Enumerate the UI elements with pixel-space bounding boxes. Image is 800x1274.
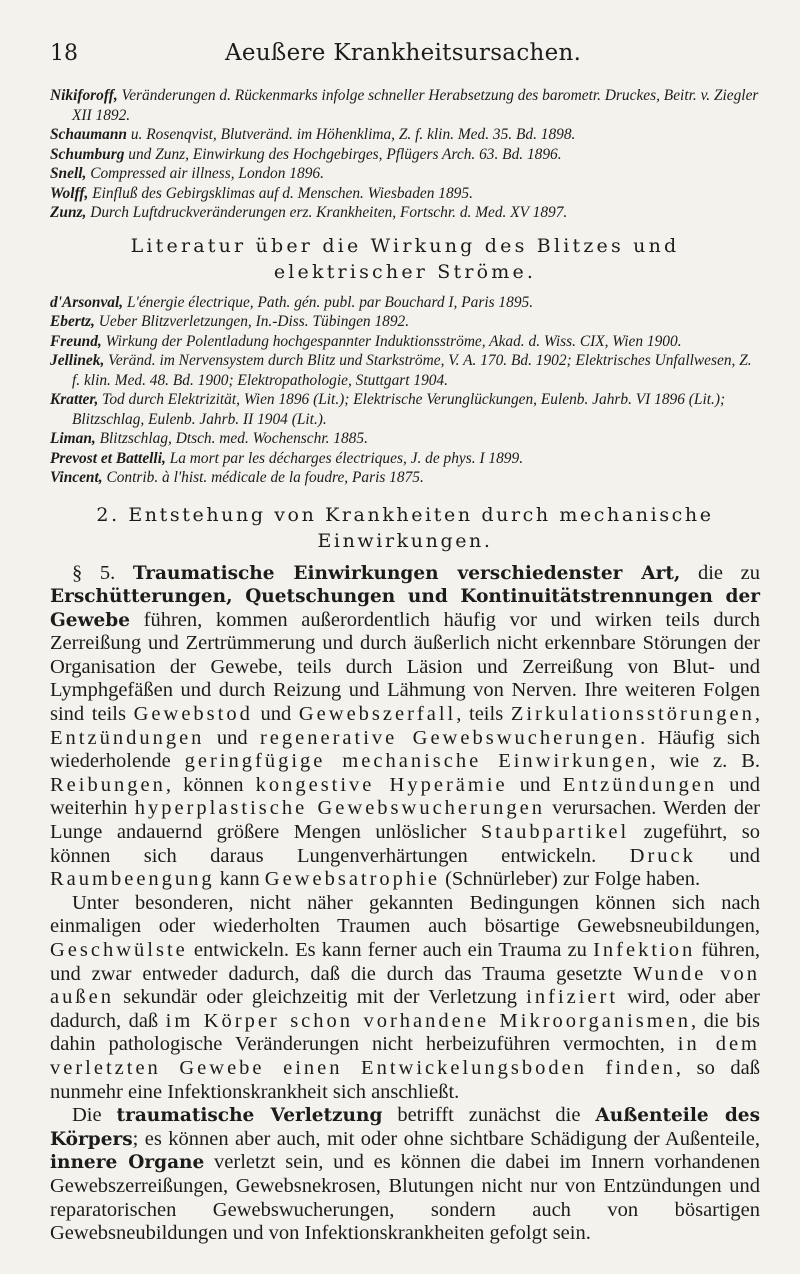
literature-heading: Literatur über die Wirkung des Blitzes und elektrischer Ströme.	[130, 234, 680, 283]
reference-entry: Prevost et Battelli, La mort par les décharges électriques, J. de phys. I 1899.	[50, 449, 524, 467]
reference-entry: Liman, Blitzschlag, Dtsch. med. Wochenschr. 1885.	[50, 430, 368, 447]
reference-entry: d'Arsonval, L'énergie électrique, Path. gén. publ. par Bouchard I, Paris 1895.	[50, 293, 534, 311]
running-title: Aeußere Krankheitsursachen.	[225, 40, 582, 66]
reference-entry: Schaumann u. Rosenqvist, Blutveränd. im Höhenklima, Z. f. klin. Med. 35. Bd. 1898.	[50, 126, 576, 143]
reference-entry: Snell, Compressed air illness, London 1896.	[50, 165, 324, 182]
reference-list-altitude	[50, 86, 760, 223]
chapter-heading: 2. Entstehung von Krankheiten durch mechanische Einwirkungen.	[96, 503, 714, 552]
reference-entry: Ebertz, Ueber Blitzverletzungen, In.-Diss. Tübingen 1892.	[50, 313, 410, 330]
paragraph: Die traumatische Verletzung betrifft zunächst die Außenteile des Körpers; es können aber auch, mit oder ohne sichtbare Schädigung der Außenteile, innere Organe verletzt sein, und es können die dabei im Innern vorhandenen Gewebszerreißungen, Gewebsnekrosen, Blutungen nicht nur von Entzündungen und reparatorischen Gewebswucherungen, sondern auch von bösartigen Gewebsneubildungen und von Infektionskrankheiten gefolgt sein.	[50, 1104, 760, 1245]
page-number: 18	[50, 41, 78, 66]
paragraph: § 5. Traumatische Einwirkungen verschiedenster Art, die zu Erschütterungen, Quetschungen und Kontinuitätstrennungen der Gewebe führen, kommen außerordentlich häufig vor und wirken teils durch Zerreißung und Zertrümmerung und durch äußerlich nicht erkennbare Störungen der Organisation der Gewebe, teils durch Läsion und Zerreißung von Blut- und Lymphgefäßen und durch Reizung und Lähmung von Nerven. Ihre weiteren Folgen sind teils Gewebstod und Gewebszerfall, teils Zirkulationsstörungen, Entzündungen und regenerative Gewebswucherungen. Häufig sich wiederholende geringfügige mechanische Einwirkungen, wie z. B. Reibungen, können kongestive Hyperämie und Entzündungen und weiterhin hyperplastische Gewebswucherungen verursachen. Werden der Lunge andauernd größere Mengen unlöslicher Staubpartikel zugeführt, so können sich daraus Lungenverhärtungen entwickeln. Druck und Raumbeengung kann Gewebsatrophie (Schnürleber) zur Folge haben.	[50, 561, 761, 891]
reference-entry: Vincent, Contrib. à l'hist. médicale de la foudre, Paris 1875.	[50, 469, 424, 486]
reference-list-lightning	[50, 293, 760, 488]
reference-entry: Jellinek, Veränd. im Nervensystem durch Blitz und Starkströme, V. A. 170. Bd. 1902; Elektrisches Unfallwesen, Z. f. klin. Med. 48. Bd. 1900; Elektropathologie, Stuttgart 1904.	[50, 352, 752, 389]
reference-entry: Kratter, Tod durch Elektrizität, Wien 1896 (Lit.); Elektrische Verunglückungen, Eulenb. Jahrb. VI 1896 (Lit.); Blitzschlag, Eulenb. Jahrb. II 1904 (Lit.).	[50, 391, 726, 428]
paragraph: Unter besonderen, nicht näher gekannten Bedingungen können sich nach einmaligen oder wiederholten Traumen auch bösartige Gewebsneubildungen, Geschwülste entwickeln. Es kann ferner auch ein Trauma zu Infektion führen, und zwar entweder dadurch, daß die durch das Trauma gesetzte Wunde von außen sekundär oder gleichzeitig mit der Verletzung infiziert wird, oder aber dadurch, daß im Körper schon vorhandene Mikroorganismen, die bis dahin pathologische Veränderungen nicht herbeizuführen vermochten, in dem verletzten Gewebe einen Entwickelungsboden finden, so daß nunmehr eine Infektionskrankheit sich anschließt.	[50, 891, 761, 1103]
reference-entry: Schumburg und Zunz, Einwirkung des Hochgebirges, Pflügers Arch. 63. Bd. 1896.	[50, 145, 562, 163]
book-page	[50, 40, 760, 1246]
page-header	[50, 40, 760, 76]
reference-entry: Wolff, Einfluß des Gebirgsklimas auf d. Menschen. Wiesbaden 1895.	[50, 184, 473, 202]
body-text	[50, 562, 760, 1246]
reference-entry: Freund, Wirkung der Polentladung hochgespannter Induktionsströme, Akad. d. Wiss. CIX, Wien 1900.	[50, 332, 682, 350]
reference-entry: Zunz, Durch Luftdruckveränderungen erz. Krankheiten, Fortschr. d. Med. XV 1897.	[50, 204, 568, 221]
reference-entry: Nikiforoff, Veränderungen d. Rückenmarks infolge schneller Herabsetzung des barometr. Druckes, Beitr. v. Ziegler XII 1892.	[50, 87, 759, 124]
